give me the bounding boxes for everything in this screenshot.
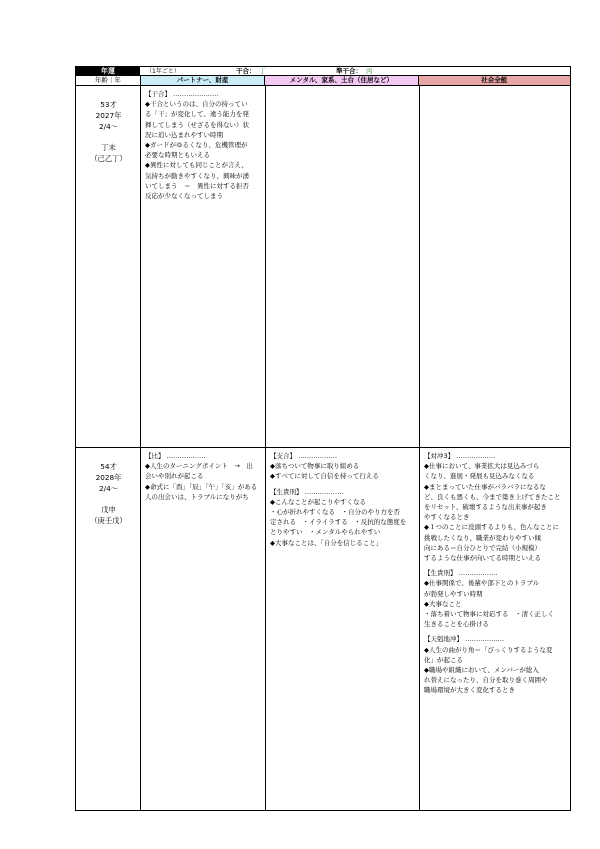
fortune-note: 【天剋地冲】 ……………… ◆人生の曲がり角＝「びっくりするような変 化」が起こる ◆職場や組織において、メンバーが総入 れ替えになったり、自分を取り巻く周囲や 職場環境が大きく変化するとき: [424, 635, 553, 695]
table-title: 年運: [76, 67, 140, 75]
period-note: （1年ごと）: [146, 68, 180, 75]
kango: [236, 67, 266, 75]
year: 2028年: [95, 473, 122, 482]
table-header: [76, 67, 570, 76]
start-date: 2/4～: [98, 122, 119, 131]
kanshi: 戊申: [101, 505, 116, 514]
year: 2027年: [95, 111, 122, 120]
mental-cell: [266, 451, 420, 553]
col-header-partner: パートナー、財産: [141, 76, 266, 85]
social-cell: [420, 451, 572, 701]
kango-value: 丁: [259, 67, 266, 75]
row-divider: [76, 447, 570, 448]
fortune-note: 【比】 ……………… ◆人生のターニングポイント → 出 会いや別れが起こる ◆命式に「酉」「辰」「午」「亥」がある 人の出会いは、トラブルになりがち: [145, 452, 258, 501]
fortune-note: 【生貴刑】 ……………… ◆仕事関係で、後輩や部下とのトラブル が勃発しやすい時期 ◆大事なこと ・落ち着いて物事に対応する ・清く正しく 生きることを心掛ける: [424, 569, 554, 629]
junkango-label: 準干合：: [336, 67, 362, 75]
junkango: [336, 67, 373, 75]
start-date: 2/4～: [98, 484, 119, 493]
kango-label: 干合：: [236, 67, 256, 75]
age: 54才: [100, 462, 117, 471]
fortune-note: 【対冲3】 ……………… ◆仕事において、事業拡大は見込みづら くなり、進展・発展も見込みなくなる ◆まとまっていた仕事がバラバラになるな ど、良くも悪くも、今まで築き上げてきたこと をリセット、破壊するような出来事が起き やすくなるとき ◆１つのことに没頭するよりも、色んなことに 挑戦したくなり、職業が変わりやすい傾 向にある＝自分ひとりで完結（小規模） するような仕事が向いてる時期といえる: [424, 452, 561, 563]
zoukan: （庚壬戊）: [90, 516, 127, 525]
age: 53才: [100, 100, 117, 109]
col-header-mental: メンタル、家系、土台（住居など）: [265, 76, 418, 85]
fortune-note: 【生貴刑】 ……………… ◆こんなことが起こりやすくなる ・心が折れやすくなる ・自分のやり方を否 定される ・イライラする ・反抗的な態度を とりやすい ・メンタルやられやすい ◆大事なことは、「自分を信じること」: [270, 487, 407, 547]
annual-fortune-table: [75, 66, 571, 811]
col-header-social: 社会全般: [419, 76, 570, 85]
column-divider: [76, 86, 141, 810]
partner-cell: [141, 451, 266, 507]
year-cell: [76, 461, 141, 526]
col-header-age: 年齢｜年: [76, 76, 141, 85]
fortune-note: 【支合】 ……………… ◆落ちついて物事に取り組める ◆すべてに対して自信を持って行える: [270, 452, 379, 481]
zoukan: （己乙丁）: [90, 154, 127, 163]
column-divider: [266, 86, 420, 810]
partner-cell: [141, 89, 266, 206]
junkango-value: 丙: [366, 67, 373, 75]
year-cell: [76, 99, 141, 164]
column-headers: [76, 76, 570, 86]
kanshi: 丁未: [101, 143, 116, 152]
fortune-note: 【干合】 ………………… ◆干合というのは、自分の持ってい る「干」が変化して、違う能力を発 揮してしまう（せざるを得ない）状 況に追い込まれやすい時期 ◆ガードがゆるくなり、危機管理が 必要な時期ともいえる ◆異性に対しても同じことが言え、 気持ちが動きやすくなり、興味が湧 いてしまう ＝ 異性に対する拒否 反応が少なくなってしまう: [145, 90, 249, 201]
